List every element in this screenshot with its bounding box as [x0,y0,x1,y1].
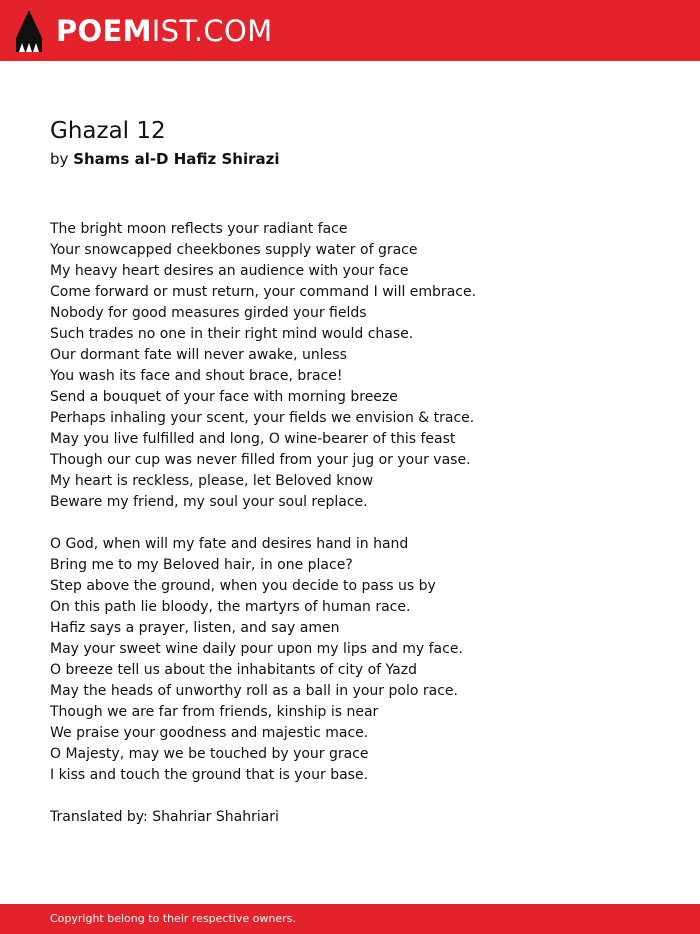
poem-line: Send a bouquet of your face with morning breeze [50,389,398,405]
by-label: by [50,150,69,168]
poem-line: My heart is reckless, please, let Beloved know [50,473,374,489]
site-footer [0,904,700,934]
logo-wordmark [56,13,273,48]
poem-byline [50,149,280,169]
pencil-icon [16,10,42,52]
poem-line: You wash its face and shout brace, brace! [50,368,343,384]
poem-line: The bright moon reflects your radiant face [50,221,348,237]
poem-title: Ghazal 12 [50,118,166,144]
poem-line: Perhaps inhaling your scent, your fields we envision & trace. [50,410,475,426]
poem-line: May your sweet wine daily pour upon my lips and my face. [50,641,463,657]
poem-line: O God, when will my fate and desires hand in hand [50,536,409,552]
poem-line: Such trades no one in their right mind would chase. [50,326,414,342]
poem-line: Though we are far from friends, kinship is near [50,704,379,720]
stanza-gap [50,786,650,807]
poem-line: On this path lie bloody, the martyrs of human race. [50,599,411,615]
site-header [0,0,700,61]
poem-line: My heavy heart desires an audience with your face [50,263,409,279]
poem-line: Bring me to my Beloved hair, in one place? [50,557,353,573]
copyright-text: Copyright belong to their respective owners. [50,912,296,925]
poem-line: Step above the ground, when you decide to pass us by [50,578,436,594]
poem-line: May the heads of unworthy roll as a ball in your polo race. [50,683,458,699]
poem-line: We praise your goodness and majestic mace. [50,725,369,741]
poem-line: Hafiz says a prayer, listen, and say amen [50,620,340,636]
poem-line: Nobody for good measures girded your fields [50,305,367,321]
poem-line: Your snowcapped cheekbones supply water of grace [50,242,418,258]
poem-line: O breeze tell us about the inhabitants of city of Yazd [50,662,417,678]
poem-line: Though our cup was never filled from your jug or your vase. [50,452,471,468]
poem-line: I kiss and touch the ground that is your base. [50,767,369,783]
stanza-gap [50,513,650,534]
poem-line: Our dormant fate will never awake, unless [50,347,347,363]
poem-line: May you live fulfilled and long, O wine-bearer of this feast [50,431,456,447]
poem-line: Beware my friend, my soul your soul replace. [50,494,368,510]
logo-light-text: IST.COM [151,13,273,48]
poem-line: Translated by: Shahriar Shahriari [50,809,279,825]
site-logo[interactable] [16,10,272,52]
poem-author: Shams al-D Hafiz Shirazi [73,150,280,168]
poem-line: O Majesty, may we be touched by your grace [50,746,369,762]
poem-line: Come forward or must return, your command I will embrace. [50,284,477,300]
poem-body [50,219,650,828]
logo-bold-text: POEM [56,13,152,48]
